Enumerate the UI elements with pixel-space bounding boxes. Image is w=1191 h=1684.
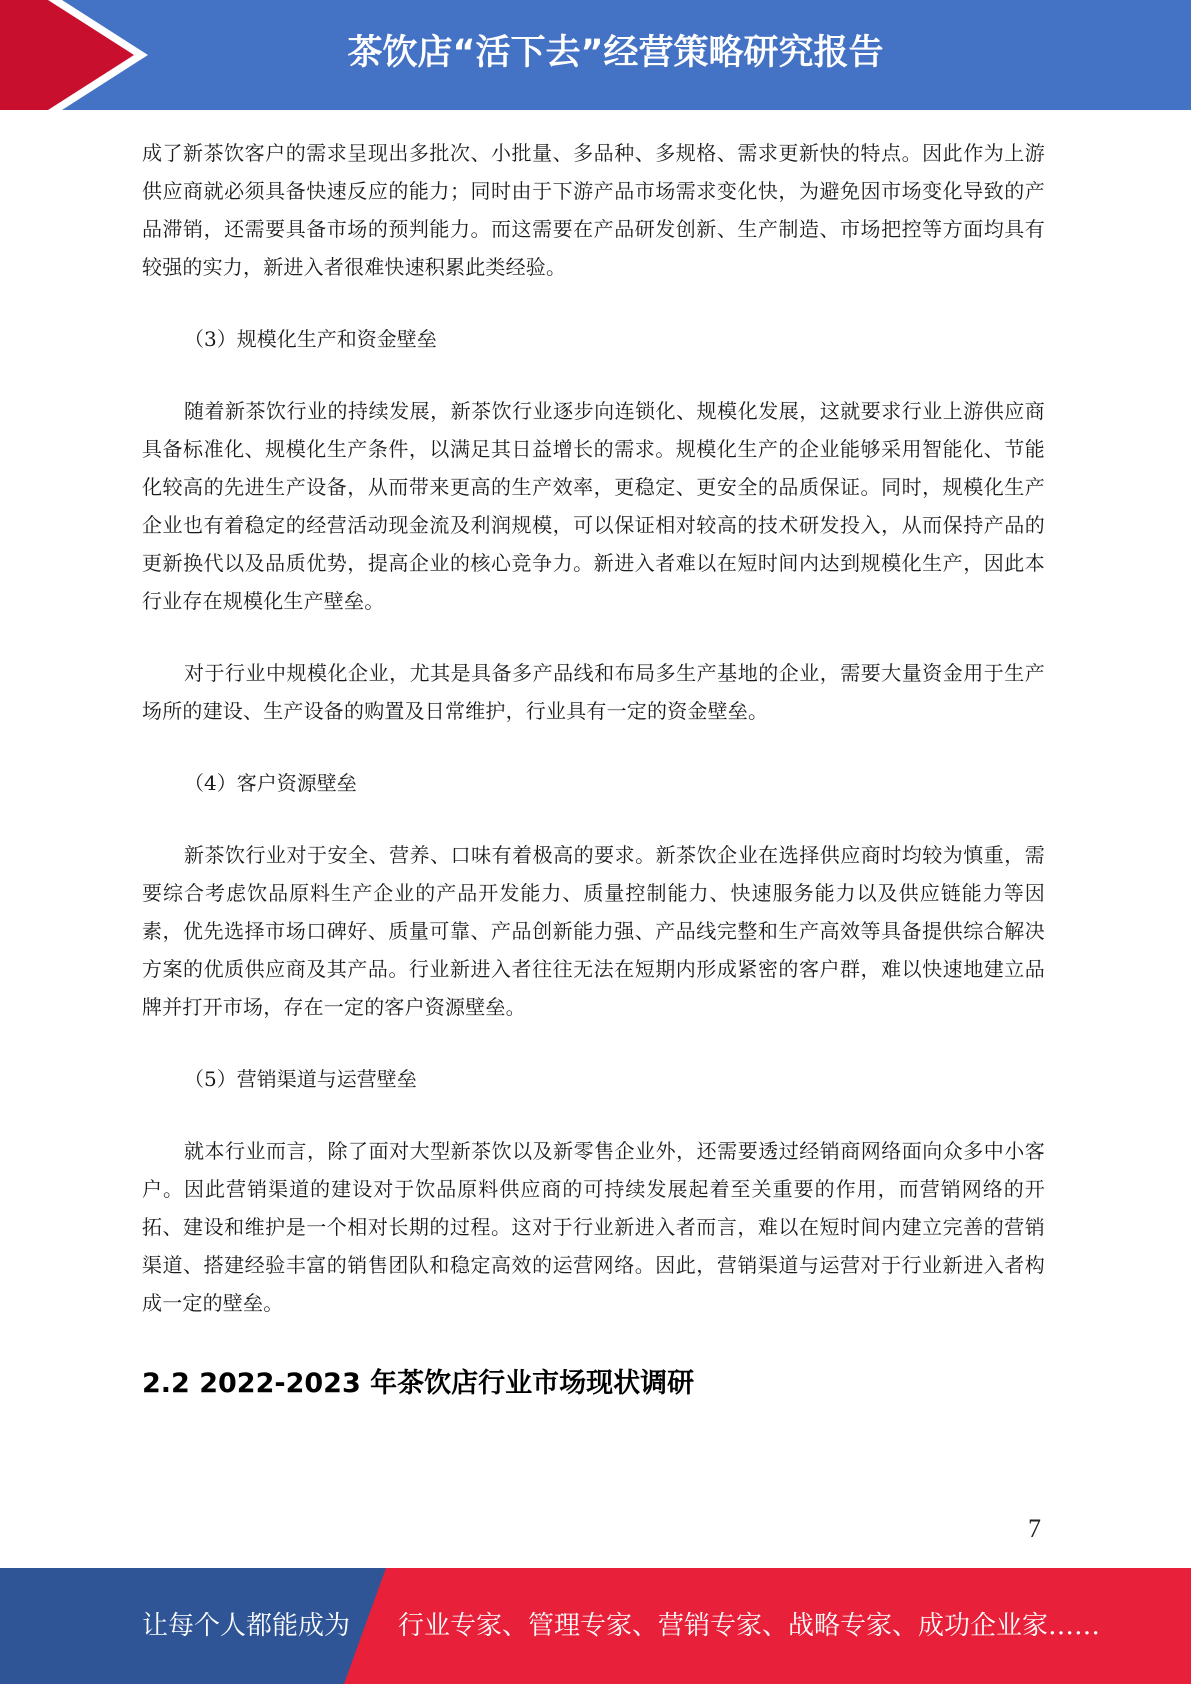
page-number: 7 <box>1028 1514 1041 1543</box>
subsection-heading: （4）客户资源壁垒 <box>184 771 357 795</box>
subsection-heading: （3）规模化生产和资金壁垒 <box>184 327 437 351</box>
page-header <box>0 0 1191 110</box>
body-paragraph: 就本行业而言，除了面对大型新茶饮以及新零售企业外，还需要透过经销商网络面向众多中小客户。因此营销渠道的建设对于饮品原料供应商的可持续发展起着至关重要的作用，而营销网络的开拓、建设和维护是一个相对长期的过程。这对于行业新进入者而言，难以在短时间内建立完善的营销渠道、搭建经验丰富的销售团队和稳定高效的运营网络。因此，营销渠道与运营对于行业新进入者构成一定的壁垒。 <box>142 1139 1045 1315</box>
subsection-heading: （5）营销渠道与运营壁垒 <box>184 1067 417 1091</box>
page-footer <box>0 1568 1191 1684</box>
footer-slogan-right: 行业专家、管理专家、营销专家、战略专家、成功企业家…… <box>398 1611 1101 1641</box>
body-paragraph: 新茶饮行业对于安全、营养、口味有着极高的要求。新茶饮企业在选择供应商时均较为慎重，需要综合考虑饮品原料生产企业的产品开发能力、质量控制能力、快速服务能力以及供应链能力等因素，优先选择市场口碑好、质量可靠、产品创新能力强、产品线完整和生产高效等具备提供综合解决方案的优质供应商及其产品。行业新进入者往往无法在短期内形成紧密的客户群，难以快速地建立品牌并打开市场，存在一定的客户资源壁垒。 <box>142 843 1045 1019</box>
body-paragraph: 随着新茶饮行业的持续发展，新茶饮行业逐步向连锁化、规模化发展，这就要求行业上游供应商具备标准化、规模化生产条件，以满足其日益增长的需求。规模化生产的企业能够采用智能化、节能化较高的先进生产设备，从而带来更高的生产效率，更稳定、更安全的品质保证。同时，规模化生产企业也有着稳定的经营活动现金流及利润规模，可以保证相对较高的技术研发投入，从而保持产品的更新换代以及品质优势，提高企业的核心竞争力。新进入者难以在短时间内达到规模化生产，因此本行业存在规模化生产壁垒。 <box>142 399 1045 613</box>
page-body <box>142 134 1045 1404</box>
report-title: 茶饮店“活下去”经营策略研究报告 <box>347 33 884 73</box>
body-paragraph: 成了新茶饮客户的需求呈现出多批次、小批量、多品种、多规格、需求更新快的特点。因此作为上游供应商就必须具备快速反应的能力；同时由于下游产品市场需求变化快，为避免因市场变化导致的产品滞销，还需要具备市场的预判能力。而这需要在产品研发创新、生产制造、市场把控等方面均具有较强的实力，新进入者很难快速积累此类经验。 <box>142 141 1045 279</box>
footer-slogan-left: 让每个人都能成为 <box>142 1611 351 1641</box>
body-paragraph: 对于行业中规模化企业，尤其是具备多产品线和布局多生产基地的企业，需要大量资金用于生产场所的建设、生产设备的购置及日常维护，行业具有一定的资金壁垒。 <box>142 661 1045 723</box>
section-heading: 2.2 2022-2023 年茶饮店行业市场现状调研 <box>142 1368 695 1399</box>
